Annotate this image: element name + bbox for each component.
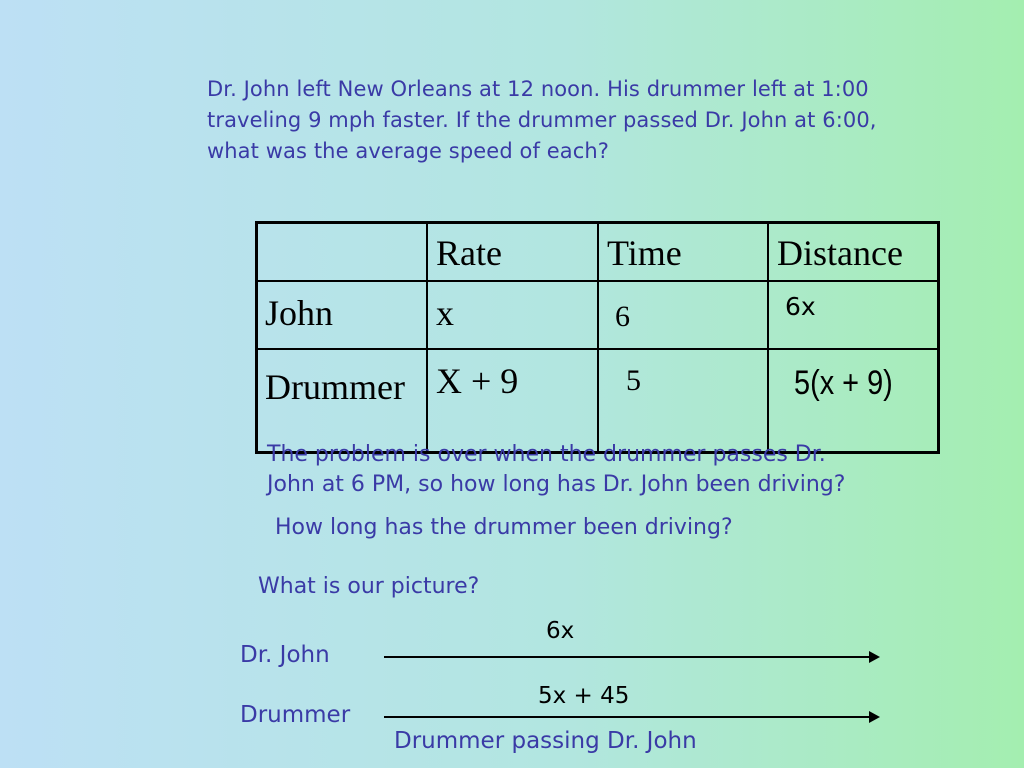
- row-drummer-distance: 5(x + 9): [794, 364, 893, 402]
- john-distance-label: 6x: [546, 618, 575, 644]
- row-john-label: John: [265, 293, 334, 333]
- question-1-line-2: John at 6 PM, so how long has Dr. John been driving?: [267, 472, 846, 497]
- table-border-left: [255, 221, 258, 454]
- row-john-rate: x: [436, 293, 454, 333]
- drummer-label: Drummer: [240, 702, 351, 728]
- row-john-distance: 6x: [785, 292, 816, 321]
- question-3: What is our picture?: [258, 574, 480, 599]
- table-col-rule-2: [597, 221, 599, 454]
- picture-caption: Drummer passing Dr. John: [394, 728, 697, 754]
- header-distance: Distance: [777, 233, 903, 273]
- row-drummer-label: Drummer: [265, 367, 405, 407]
- john-distance-arrow: [384, 656, 878, 658]
- question-2: How long has the drummer been driving?: [275, 515, 733, 540]
- header-rate: Rate: [436, 233, 502, 273]
- table-col-rule-3: [767, 221, 769, 454]
- header-time: Time: [607, 233, 682, 273]
- drummer-distance-label: 5x + 45: [538, 683, 630, 709]
- row-drummer-rate: X + 9: [436, 361, 519, 401]
- drummer-distance-arrow: [384, 716, 878, 718]
- row-drummer-time: 5: [626, 364, 641, 397]
- john-label: Dr. John: [240, 642, 330, 668]
- problem-line-2: traveling 9 mph faster. If the drummer passed Dr. John at 6:00,: [207, 108, 877, 132]
- row-john-time: 6: [615, 300, 630, 333]
- question-1: [267, 440, 987, 500]
- problem-statement: [207, 74, 1007, 167]
- question-1-line-1: The problem is over when the drummer passes Dr.: [267, 442, 826, 467]
- problem-line-3: what was the average speed of each?: [207, 139, 610, 163]
- problem-line-1: Dr. John left New Orleans at 12 noon. His drummer left at 1:00: [207, 77, 869, 101]
- table-col-rule-1: [426, 221, 428, 454]
- table-border-right: [937, 221, 940, 454]
- rate-time-distance-table: [255, 221, 940, 454]
